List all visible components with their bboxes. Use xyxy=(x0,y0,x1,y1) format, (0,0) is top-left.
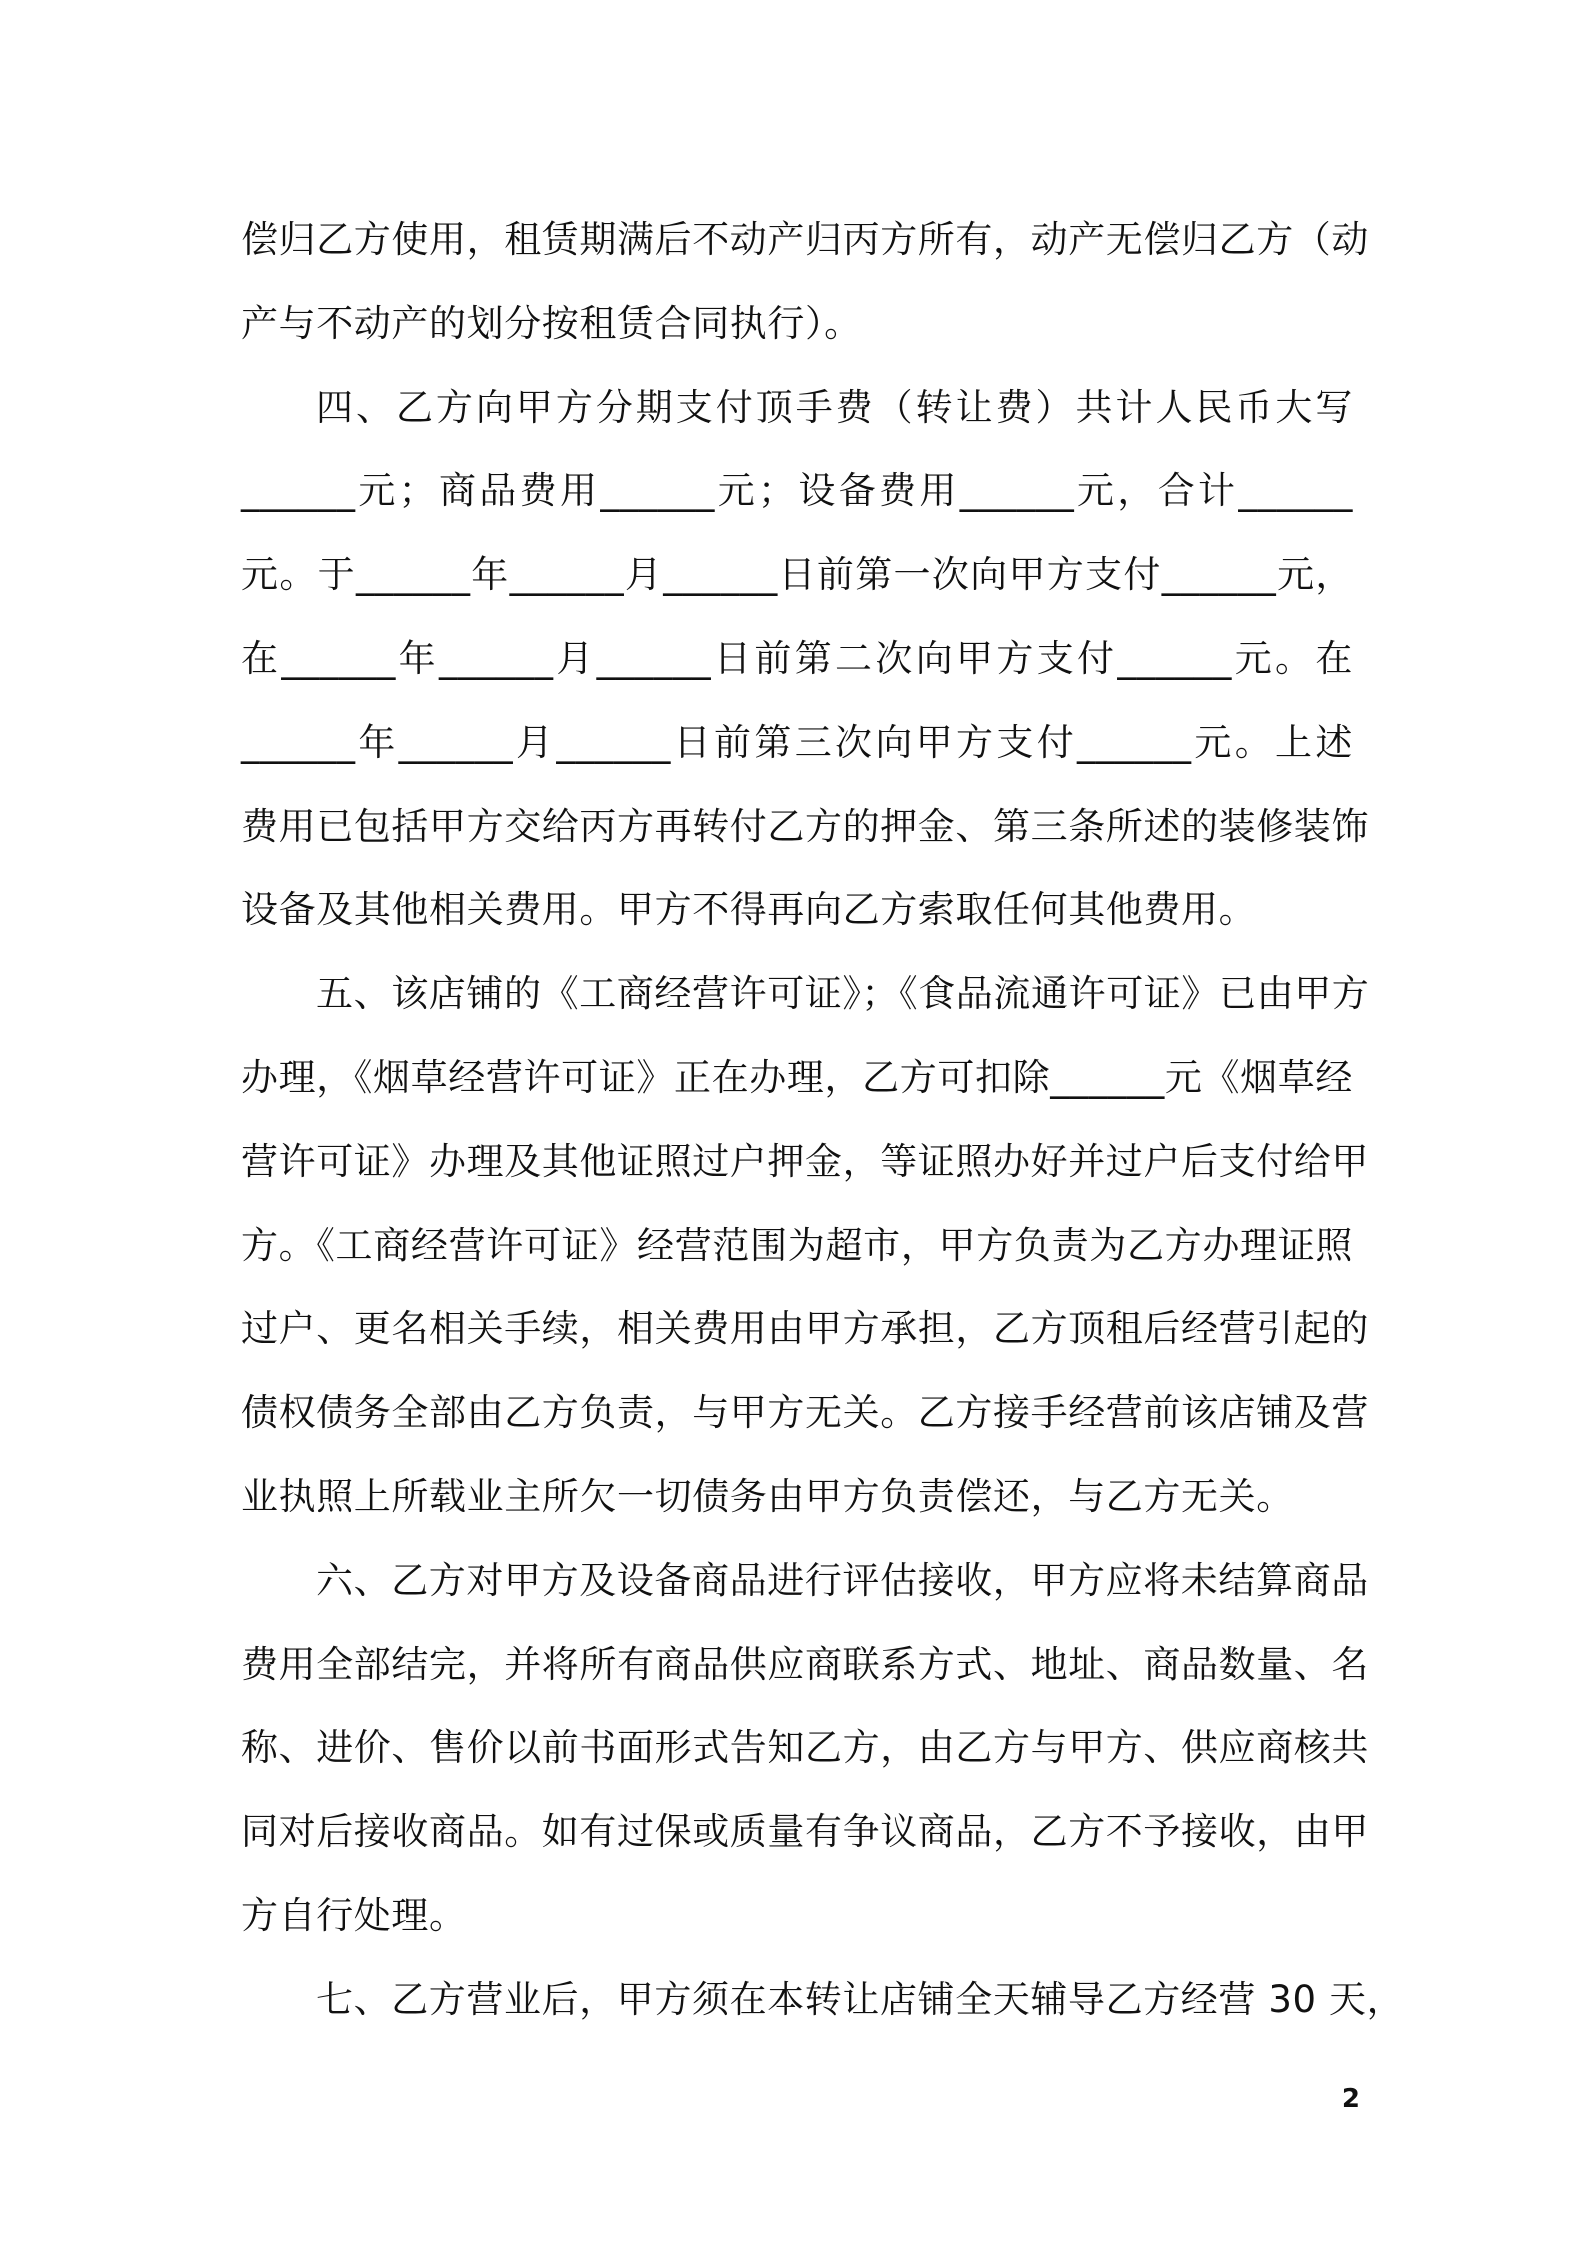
text-line: 营许可证》办理及其他证照过户押金，等证照办好并过户后支付给甲 xyxy=(241,1139,1369,1183)
text-line: 五、该店铺的《工商经营许可证》；《食品流通许可证》已由甲方 xyxy=(316,972,1370,1016)
page-number: 2 xyxy=(1341,2084,1360,2114)
text-line: 六、乙方对甲方及设备商品进行评估接收，甲方应将未结算商品 xyxy=(316,1558,1369,1602)
text-line: 偿归乙方使用，租赁期满后不动产归丙方所有，动产无偿归乙方（动 xyxy=(241,218,1369,261)
text-line: 在______年______月______日前第二次向甲方支付______元。在 xyxy=(241,636,1353,680)
text-line: 七、乙方营业后，甲方须在本转让店铺全天辅导乙方经营 30 天， xyxy=(316,1977,1405,2021)
text-line: 产与不动产的划分按租赁合同执行）。 xyxy=(241,301,862,345)
text-line: 业执照上所载业主所欠一切债务由甲方负责偿还，与乙方无关。 xyxy=(241,1474,1294,1518)
text-line: 费用已包括甲方交给丙方再转付乙方的押金、第三条所述的装修装饰 xyxy=(241,804,1369,848)
text-line: 四、乙方向甲方分期支付顶手费（转让费）共计人民币大写 xyxy=(316,385,1353,429)
text-line: ______年______月______日前第三次向甲方支付______元。上述 xyxy=(241,720,1353,764)
text-line: 方自行处理。 xyxy=(241,1893,467,1937)
text-line: 债权债务全部由乙方负责，与甲方无关。乙方接手经营前该店铺及营 xyxy=(241,1391,1369,1435)
text-line: 过户、更名相关手续，相关费用由甲方承担，乙方顶租后经营引起的 xyxy=(241,1307,1369,1351)
text-line: 费用全部结完，并将所有商品供应商联系方式、地址、商品数量、名 xyxy=(241,1642,1369,1686)
text-line: ______元；商品费用______元；设备费用______元，合计______ xyxy=(241,469,1353,513)
contract-body-text xyxy=(241,198,1405,2042)
text-line: 同对后接收商品。如有过保或质量有争议商品，乙方不予接收，由甲 xyxy=(241,1810,1369,1854)
text-line: 设备及其他相关费用。甲方不得再向乙方索取任何其他费用。 xyxy=(241,888,1257,932)
text-line: 元。于______年______月______日前第一次向甲方支付______元， xyxy=(241,553,1353,597)
text-line: 办理，《烟草经营许可证》正在办理，乙方可扣除______元《烟草经 xyxy=(241,1055,1353,1099)
text-line: 称、进价、售价以前书面形式告知乙方，由乙方与甲方、供应商核共 xyxy=(241,1726,1369,1770)
text-line: 方。《工商经营许可证》经营范围为超市，甲方负责为乙方办理证照 xyxy=(241,1223,1353,1267)
